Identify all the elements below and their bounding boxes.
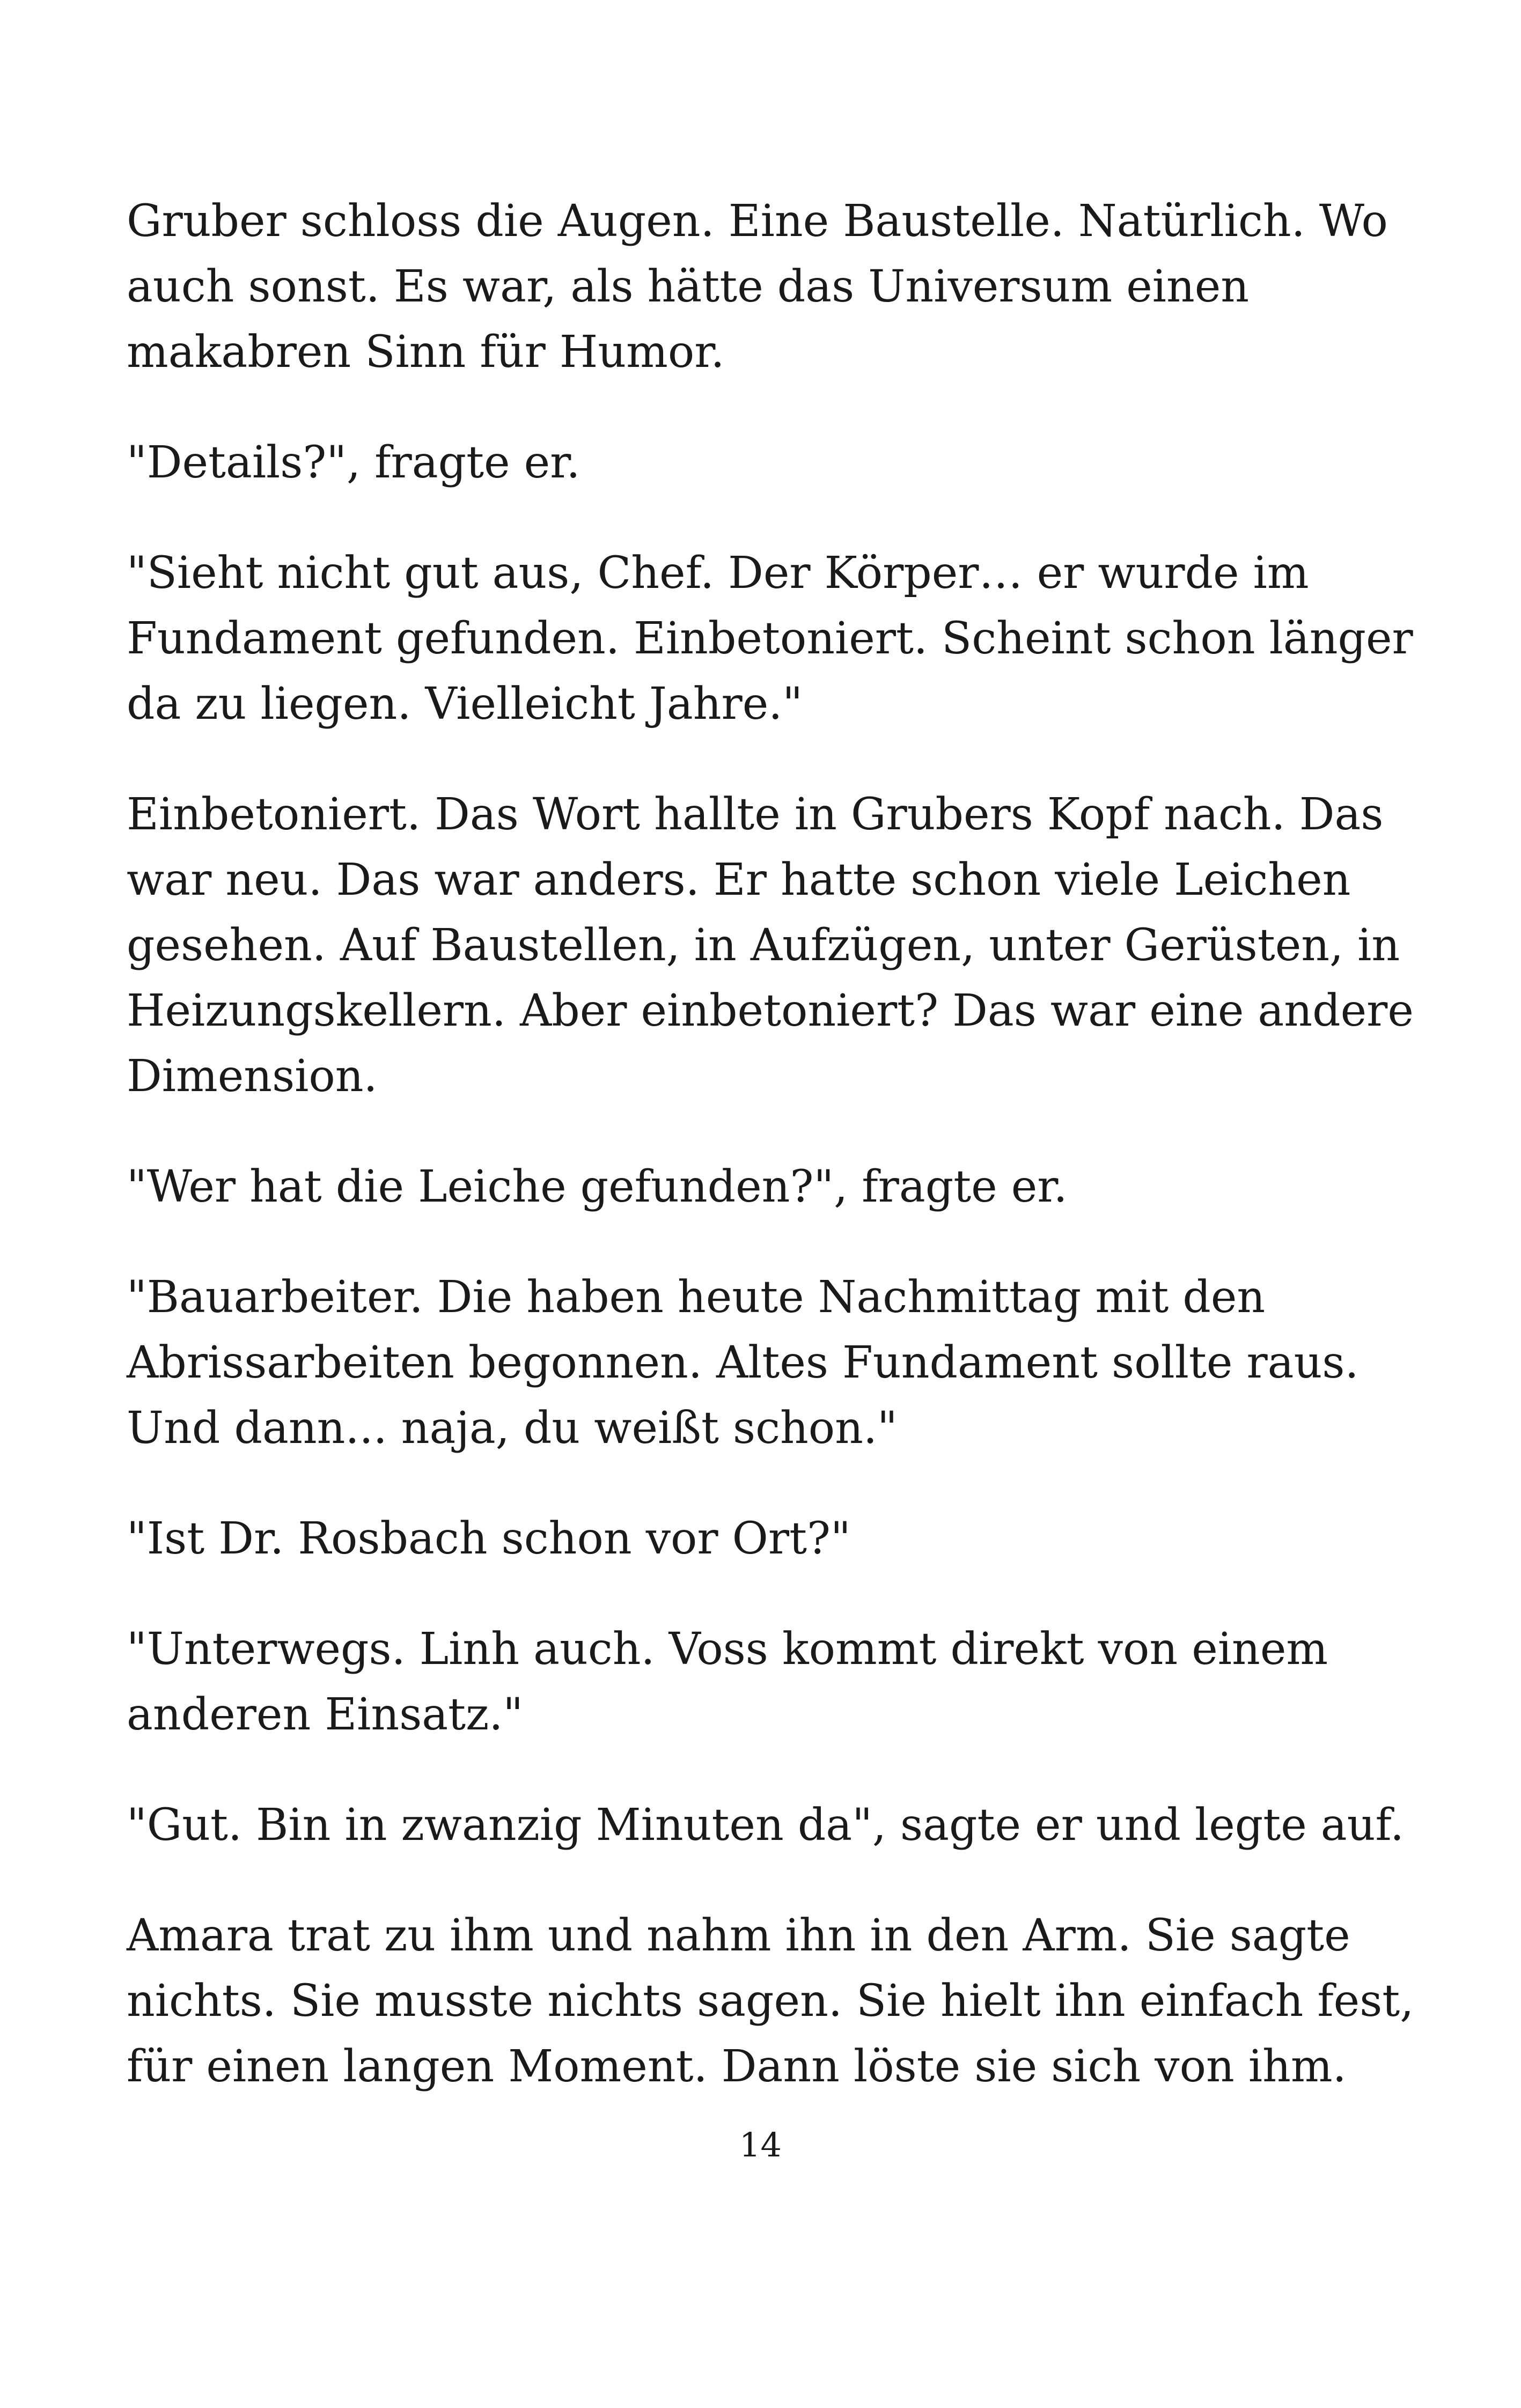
paragraph: "Sieht nicht gut aus, Chef. Der Körper… er wurde im Fundament gefunden. Einbetoniert. Scheint schon länger da zu liegen. Vielleicht Jahre.": [127, 548, 1413, 730]
paragraph: "Ist Dr. Rosbach schon vor Ort?": [127, 1513, 851, 1564]
paragraph: "Details?", fragte er.: [127, 437, 581, 488]
page-number: 14: [739, 2125, 782, 2164]
body-text: [127, 189, 1414, 2145]
paragraph: Einbetoniert. Das Wort hallte in Grubers Kopf nach. Das war neu. Das war anders. Er hatte schon viele Leichen gesehen. Auf Baustellen, in Aufzügen, unter Gerüsten, in Heizungskellern. Aber einbetoniert? Das war eine andere Dimension.: [127, 789, 1414, 1102]
paragraph: "Gut. Bin in zwanzig Minuten da", sagte er und legte auf.: [127, 1800, 1405, 1851]
paragraph: "Unterwegs. Linh auch. Voss kommt direkt von einem anderen Einsatz.": [127, 1624, 1328, 1740]
paragraph: Amara trat zu ihm und nahm ihn in den Arm. Sie sagte nichts. Sie musste nichts sagen. Sie hielt ihn einfach fest, für einen langen Moment. Dann löste sie sich von ihm.: [127, 1910, 1414, 2092]
paragraph: Gruber schloss die Augen. Eine Baustelle. Natürlich. Wo auch sonst. Es war, als hätte das Universum einen makabren Sinn für Humor.: [127, 196, 1388, 378]
paragraph: "Wer hat die Leiche gefunden?", fragte er.: [127, 1161, 1068, 1212]
paragraph: "Bauarbeiter. Die haben heute Nachmittag mit den Abrissarbeiten begonnen. Altes Fundament sollte raus. Und dann... naja, du weißt schon.": [127, 1272, 1359, 1454]
